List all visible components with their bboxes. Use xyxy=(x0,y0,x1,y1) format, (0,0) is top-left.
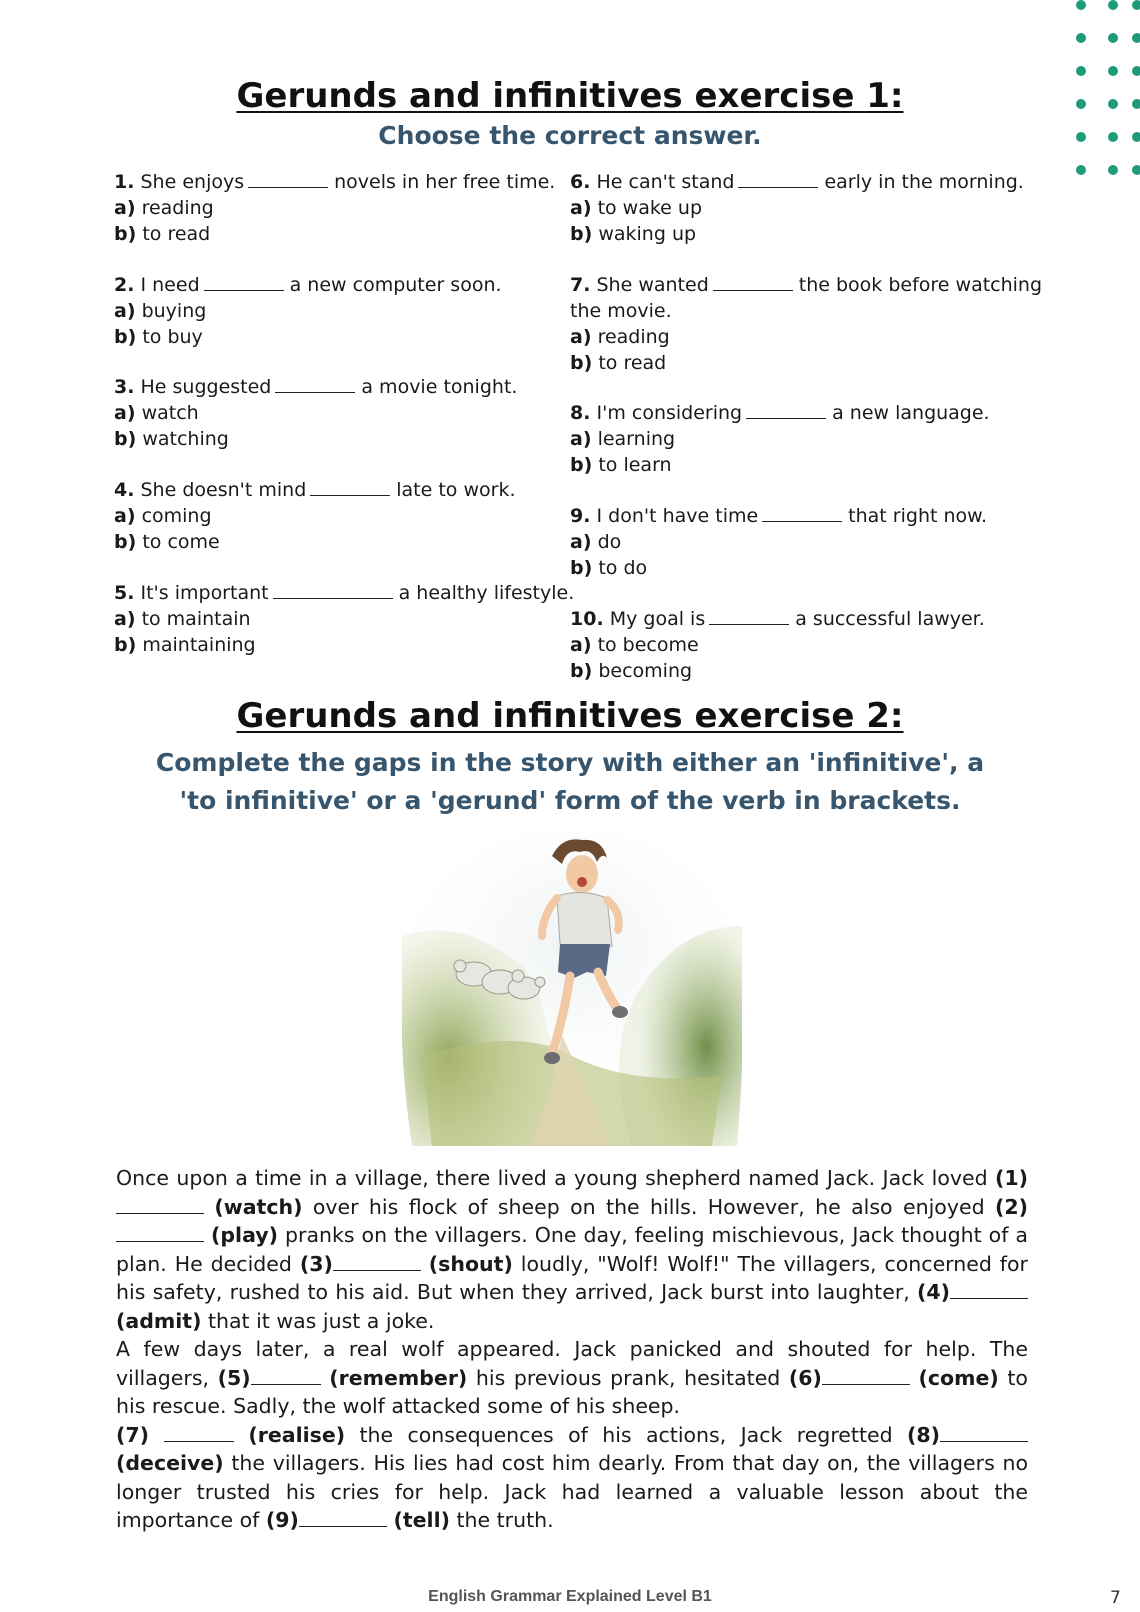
question-9: 9. I don't have time that right now. a) do b) to do xyxy=(570,505,987,579)
option-a: learning xyxy=(597,428,676,450)
option-b: to do xyxy=(598,557,648,579)
option-a: reading xyxy=(141,197,214,219)
option-b: waking up xyxy=(598,223,697,245)
gap-2[interactable]: (2) xyxy=(116,1195,1028,1248)
option-a: do xyxy=(597,531,622,553)
question-3: 3. He suggested a movie tonight. a) watch b) watching xyxy=(114,376,518,450)
option-a: to become xyxy=(597,634,699,656)
option-b: becoming xyxy=(598,660,693,682)
page-number: 7 xyxy=(1110,1588,1121,1608)
gap-6[interactable]: (6) xyxy=(789,1366,910,1390)
option-a: watch xyxy=(141,402,199,424)
option-b: to read xyxy=(142,223,211,245)
option-a: to maintain xyxy=(141,608,251,630)
question-4: 4. She doesn't mind late to work. a) coming b) to come xyxy=(114,479,516,553)
gap-8[interactable]: (8) xyxy=(907,1423,1028,1447)
gap-7[interactable]: (7) xyxy=(116,1423,234,1447)
option-b: watching xyxy=(142,428,229,450)
question-10: 10. My goal is a successful lawyer. a) to become b) becoming xyxy=(570,608,985,682)
gap-9[interactable]: (9) xyxy=(266,1508,387,1532)
question-2: 2. I need a new computer soon. a) buying b) to buy xyxy=(114,274,502,348)
gap-5[interactable]: (5) xyxy=(218,1366,321,1390)
gap-3[interactable]: (3) xyxy=(300,1252,421,1276)
question-5: 5. It's important a healthy lifestyle. a) to maintain b) maintaining xyxy=(114,582,575,656)
option-b: to buy xyxy=(142,326,203,348)
option-b: to read xyxy=(598,352,667,374)
exercise1-instruction: Choose the correct answer. xyxy=(378,121,762,150)
question-8: 8. I'm considering a new language. a) learning b) to learn xyxy=(570,402,990,476)
option-b: maintaining xyxy=(142,634,256,656)
option-a: reading xyxy=(597,326,670,348)
exercise2-instruction: Complete the gaps in the story with either an 'infinitive', a 'to infinitive' or a 'gerund' form of the verb in brackets. xyxy=(155,748,985,815)
gap-1[interactable]: (1) xyxy=(116,1166,1028,1219)
exercise1-title: Gerunds and infinitives exercise 1: xyxy=(236,76,904,116)
question-1: 1. She enjoys novels in her free time. a) reading b) to read xyxy=(114,171,556,245)
story-text: Once upon a time in a village, there lived a young shepherd named Jack. Jack loved (1) (watch) over his flock of sheep on the hills. However, he also enjoyed (2) (play) pranks on the villagers. One day, feeling mischievous, Jack thought of a plan. He decided (3) (shout) loudly, "Wolf! Wolf!" The villagers, concerned for his safety, rushed to his aid. But when they arrived, Jack burst into laughter, (4) (admit) that it was just a joke. A few days later, a real wolf appeared. Jack panicked and shouted for help. The villagers, (5) (remember) his previous prank, hesitated (6) (come) to his rescue. Sadly, the wolf attacked some of his sheep. (7) (realise) the consequences of his actions, Jack regretted (8) (deceive) the villagers. His lies had cost him dearly. From that day on, the villagers no longer trusted his cries for help. Jack had learned a valuable lesson about the importance of (9) (tell) the truth. xyxy=(116,1166,1028,1532)
question-6: 6. He can't stand early in the morning. a) to wake up b) waking up xyxy=(570,171,1024,245)
footer-book-title: English Grammar Explained Level B1 xyxy=(428,1588,712,1605)
option-a: buying xyxy=(141,300,207,322)
exercise2-title: Gerunds and infinitives exercise 2: xyxy=(236,696,904,736)
boy-running-illustration xyxy=(402,826,742,1146)
option-a: to wake up xyxy=(597,197,703,219)
gap-4[interactable]: (4) xyxy=(917,1280,1028,1304)
option-b: to come xyxy=(142,531,220,553)
option-b: to learn xyxy=(598,454,672,476)
option-a: coming xyxy=(141,505,212,527)
question-7: 7. She wanted the book before watching the movie. a) reading b) to read xyxy=(570,274,1043,374)
